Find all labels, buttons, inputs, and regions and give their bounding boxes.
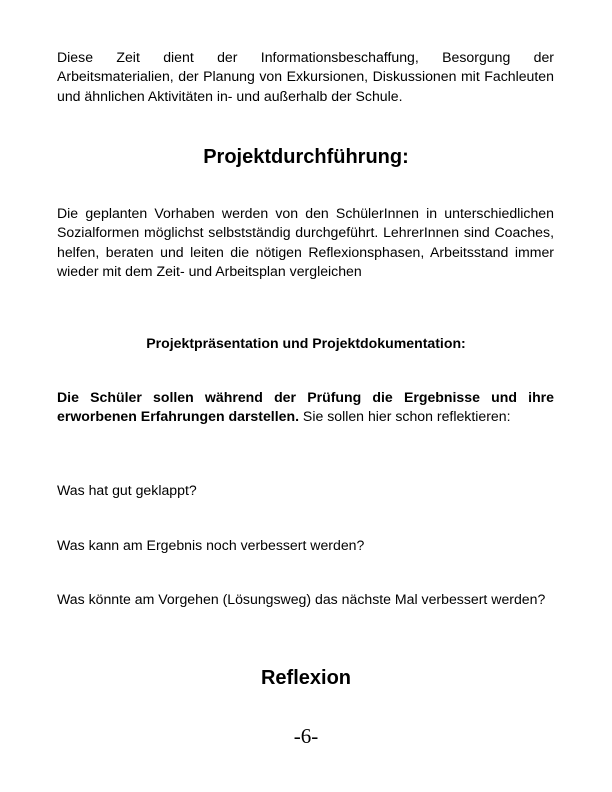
page-number: -6- (293, 724, 319, 748)
heading-projektpraesentation: Projektpräsentation und Projektdokumentation: (146, 335, 466, 351)
durchfuehrung-paragraph: Die geplanten Vorhaben werden von den SchülerInnen in unterschiedlichen Sozialformen möglichst selbstständig durchgeführt. LehrerInnen sind Coaches, helfen, beraten und leiten die nötigen Reflexionsphasen, Arbeitsstand immer wieder mit dem Zeit- und Arbeitsplan vergleichen (57, 205, 554, 280)
question-item: Was könnte am Vorgehen (Lösungsweg) das nächste Mal verbessert werden? (57, 591, 546, 607)
heading-reflexion: Reflexion (260, 667, 352, 689)
praesentation-paragraph (57, 388, 554, 427)
praesentation-bold-text: Die Schüler sollen während der Prüfung die Ergebnisse und ihre erworbenen Erfahrungen darstellen. (57, 389, 554, 425)
heading-projektdurchfuehrung: Projektdurchführung: (203, 146, 409, 168)
question-item: Was kann am Ergebnis noch verbessert werden? (57, 537, 365, 553)
question-item: Was hat gut geklappt? (57, 482, 197, 498)
praesentation-rest-text: Sie sollen hier schon reflektieren: (299, 408, 511, 425)
intro-paragraph: Diese Zeit dient der Informationsbeschaffung, Besorgung der Arbeitsmaterialien, der Planung von Exkursionen, Diskussionen mit Fachleuten und ähnlichen Aktivitäten in- und außerhalb der Schule. (57, 49, 554, 104)
